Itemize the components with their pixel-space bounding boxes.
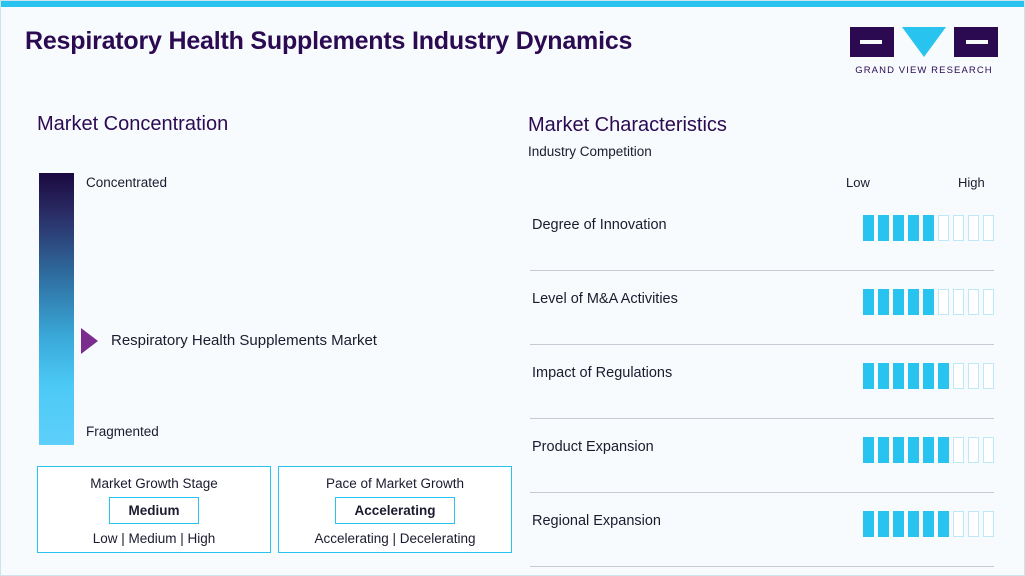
characteristic-rating-bars	[863, 215, 994, 241]
rating-tick-empty	[968, 289, 979, 315]
pace-of-market-growth-scale: Accelerating | Decelerating	[314, 531, 476, 546]
market-growth-stage-box	[37, 466, 271, 553]
rating-tick-filled	[923, 511, 934, 537]
market-concentration-heading: Market Concentration	[37, 113, 229, 135]
rating-tick-filled	[893, 363, 904, 389]
scale-high-label: High	[958, 175, 985, 190]
characteristic-row	[530, 345, 994, 419]
characteristic-row	[530, 271, 994, 345]
rating-tick-filled	[878, 437, 889, 463]
market-growth-stage-scale: Low | Medium | High	[92, 531, 216, 546]
rating-tick-filled	[863, 363, 874, 389]
scale-low-label: Low	[846, 175, 870, 190]
logo-triangle-icon	[902, 27, 946, 57]
characteristic-rating-bars	[863, 289, 994, 315]
logo	[850, 27, 998, 76]
characteristic-label: Regional Expansion	[532, 513, 661, 529]
logo-block-right-icon	[954, 27, 998, 57]
rating-tick-filled	[878, 511, 889, 537]
pace-of-market-growth-title: Pace of Market Growth	[325, 476, 465, 491]
rating-tick-filled	[878, 215, 889, 241]
top-accent-bar	[1, 1, 1024, 7]
pace-of-market-growth-box	[278, 466, 512, 553]
rating-tick-filled	[908, 511, 919, 537]
rating-tick-empty	[953, 289, 964, 315]
rating-tick-empty	[968, 215, 979, 241]
rating-tick-empty	[968, 363, 979, 389]
rating-tick-filled	[908, 289, 919, 315]
characteristic-rating-bars	[863, 363, 994, 389]
characteristic-label: Level of M&A Activities	[532, 291, 678, 307]
characteristic-label: Product Expansion	[532, 439, 654, 455]
rating-tick-filled	[923, 215, 934, 241]
rating-tick-empty	[983, 511, 994, 537]
rating-tick-filled	[893, 289, 904, 315]
page-title: Respiratory Health Supplements Industry Dynamics	[25, 27, 633, 55]
market-characteristics-heading: Market Characteristics	[528, 114, 727, 136]
rating-tick-filled	[938, 511, 949, 537]
rating-tick-empty	[938, 215, 949, 241]
rating-tick-filled	[923, 437, 934, 463]
rating-tick-empty	[983, 437, 994, 463]
logo-block-left-icon	[850, 27, 894, 57]
logo-marks	[850, 27, 998, 61]
rating-tick-empty	[983, 289, 994, 315]
rating-tick-filled	[878, 289, 889, 315]
rating-tick-empty	[968, 511, 979, 537]
rating-tick-empty	[953, 215, 964, 241]
rating-tick-filled	[878, 363, 889, 389]
rating-tick-empty	[953, 437, 964, 463]
characteristic-label: Impact of Regulations	[532, 365, 673, 381]
characteristic-row	[530, 197, 994, 271]
rating-tick-filled	[908, 215, 919, 241]
rating-tick-filled	[893, 511, 904, 537]
concentration-bottom-label: Fragmented	[86, 424, 159, 439]
characteristic-rating-bars	[863, 437, 994, 463]
market-growth-stage-title: Market Growth Stage	[90, 476, 218, 491]
rating-tick-filled	[893, 437, 904, 463]
characteristic-row	[530, 493, 994, 567]
rating-tick-empty	[938, 289, 949, 315]
market-growth-stage-value: Medium	[109, 497, 198, 524]
rating-tick-empty	[968, 437, 979, 463]
concentration-top-label: Concentrated	[86, 175, 168, 190]
logo-text: GRAND VIEW RESEARCH	[855, 65, 993, 76]
rating-tick-filled	[908, 437, 919, 463]
rating-tick-filled	[938, 437, 949, 463]
rating-tick-filled	[863, 289, 874, 315]
characteristic-label: Degree of Innovation	[532, 217, 667, 233]
rating-tick-filled	[923, 289, 934, 315]
market-position-label: Respiratory Health Supplements Market	[111, 332, 377, 349]
rating-tick-empty	[983, 363, 994, 389]
characteristic-rating-bars	[863, 511, 994, 537]
market-position-marker-icon	[81, 328, 98, 354]
rating-tick-empty	[953, 511, 964, 537]
pace-of-market-growth-value: Accelerating	[335, 497, 454, 524]
rating-tick-empty	[983, 215, 994, 241]
concentration-gradient-bar	[39, 173, 74, 445]
rating-tick-filled	[908, 363, 919, 389]
characteristic-row	[530, 419, 994, 493]
rating-tick-empty	[953, 363, 964, 389]
rating-tick-filled	[863, 215, 874, 241]
rating-tick-filled	[863, 511, 874, 537]
rating-tick-filled	[863, 437, 874, 463]
market-characteristics-subheading: Industry Competition	[528, 144, 652, 159]
rating-tick-filled	[893, 215, 904, 241]
rating-tick-filled	[938, 363, 949, 389]
market-characteristics-list	[530, 197, 994, 567]
rating-tick-filled	[923, 363, 934, 389]
